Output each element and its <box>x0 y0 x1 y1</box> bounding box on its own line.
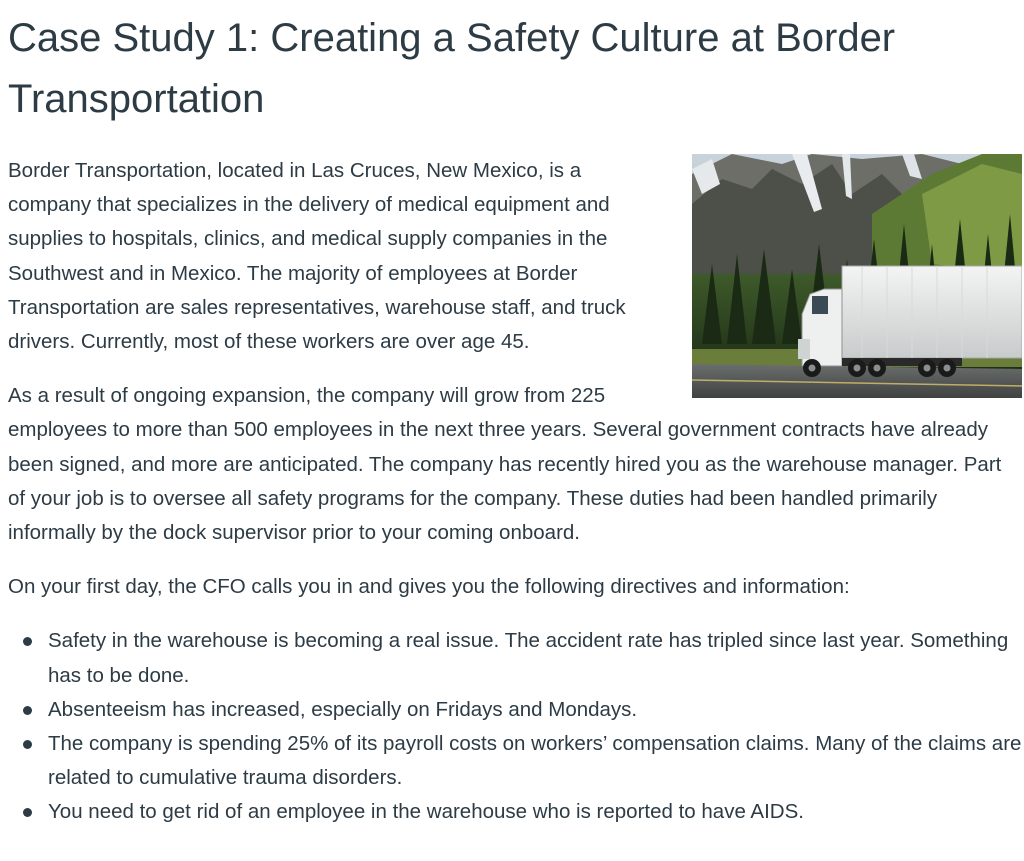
paragraph-first-day: On your first day, the CFO calls you in and gives you the following directives and information: <box>8 575 850 599</box>
directives-list <box>8 624 1022 829</box>
list-item: The company is spending 25% of its payroll costs on workers’ compensation claims. Many of the claims are related to cumulative trauma disorders. <box>48 727 1022 795</box>
case-study-body <box>8 154 1022 830</box>
list-item: You need to get rid of an employee in the warehouse who is reported to have AIDS. <box>48 795 1022 829</box>
truck-mountain-photo <box>692 154 1022 398</box>
list-item: Safety in the warehouse is becoming a real issue. The accident rate has tripled since last year. Something has to be done. <box>48 624 1022 692</box>
page <box>8 0 1022 830</box>
paragraph-expansion: As a result of ongoing expansion, the company will grow from 225 employees to more than 500 employees in the next three years. Several government contracts have already been signed, and more are anticipated. The company has recently hired you as the warehouse manager. Part of your job is to oversee all safety programs for the company. These duties had been handled primarily informally by the dock supervisor prior to your coming onboard. <box>8 384 1002 545</box>
list-item: Absenteeism has increased, especially on Fridays and Mondays. <box>48 693 1022 727</box>
page-title: Case Study 1: Creating a Safety Culture at Border Transportation <box>8 16 896 121</box>
paragraph-intro: Border Transportation, located in Las Cruces, New Mexico, is a company that specializes in the delivery of medical equipment and supplies to hospitals, clinics, and medical supply companies in the Southwest and in Mexico. The majority of employees at Border Transportation are sales representatives, warehouse staff, and truck drivers. Currently, most of these workers are over age 45. <box>8 159 626 354</box>
